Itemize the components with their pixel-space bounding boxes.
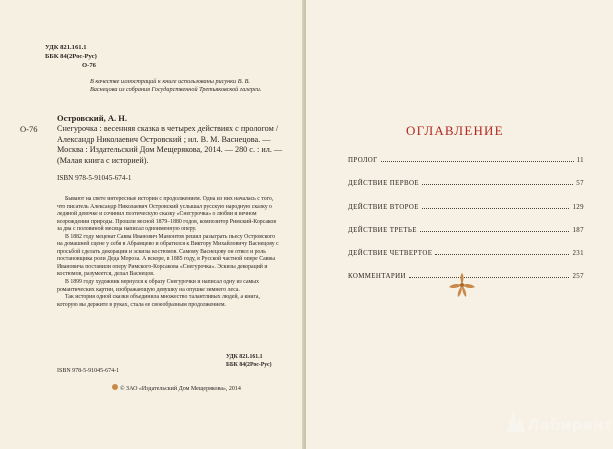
- isbn-bottom: ISBN 978-5-91045-674-1: [57, 368, 120, 374]
- annotation-paragraph: В 1899 году художник вернулся к образу Снегурочки и написал одну из самых романтических картин, изображающую девушку на опушке зимнего леса.: [57, 279, 259, 293]
- toc-item-label: КОММЕНТАРИИ: [348, 273, 406, 281]
- toc-item-page: 187: [572, 226, 584, 234]
- side-code: О-76: [20, 124, 38, 134]
- bbk-code: ББК 84(2Рос-Рус): [45, 53, 97, 60]
- bibliographic-record: Снегурочка : весенняя сказка в четырех действиях с прологом / Александр Николаевич Островский ; ил. В. М. Васнецова. — Москва : Издательский Дом Мещерякова, 2014. — 280 с. : ил. — (Малая книга с историей).: [57, 124, 283, 165]
- flower-ornament-icon: [447, 272, 477, 298]
- annotation-paragraph: Так история одной сказки объединила множество талантливых людей, а книга, которую вы держите в руках, стала ее своеобразным продолжением.: [57, 294, 260, 308]
- annotation-paragraph: Бывают на свете интересные истории с продолжением. Одна из них началась с того, что писатель Александр Николаевич Островский услышал русскую народную сказку о ледяной девочке и сочинил поэтическую сказку «Снегурочка» о любви и вечном возрождении природы. Прошли весной 1879–1880 годов, композитор Римский-Корсаков за два с половиной месяца написал одноименную оперу.: [57, 196, 277, 233]
- toc-item: [348, 164, 584, 187]
- toc-item-label: ДЕЙСТВИЕ ПЕРВОЕ: [348, 180, 419, 188]
- toc-leader-dots: [422, 208, 570, 209]
- toc-item-page: 231: [572, 249, 584, 257]
- small-ornament-icon: [111, 383, 119, 391]
- toc-leader-dots: [422, 184, 573, 185]
- toc-item-label: ПРОЛОГ: [348, 157, 378, 165]
- watermark-text: Лабиринт: [527, 416, 613, 434]
- toc-item: [348, 211, 584, 234]
- toc-item-page: 129: [572, 203, 584, 211]
- author-code: О-76: [82, 62, 96, 69]
- left-page: [0, 0, 304, 449]
- udk-code: УДК 821.161.1: [45, 44, 87, 51]
- annotation: [57, 196, 282, 309]
- toc-leader-dots: [381, 161, 574, 162]
- copyright: © ЗАО «Издательский Дом Мещерякова», 2014: [120, 386, 241, 392]
- toc-leader-dots: [409, 277, 570, 278]
- toc-item-page: 57: [576, 180, 584, 188]
- author-name: Островский, А. Н.: [57, 113, 127, 123]
- toc-leader-dots: [420, 231, 570, 232]
- toc-item: [348, 234, 584, 257]
- toc-item-label: ДЕЙСТВИЕ ЧЕТВЕРТОЕ: [348, 249, 433, 257]
- toc-item-page: 11: [576, 157, 584, 165]
- toc-item: [348, 187, 584, 210]
- illustration-note: В качестве иллюстраций к книге использованы рисунки В. В. Васнецова из собрания Государственной Третьяковской галереи.: [90, 78, 262, 94]
- toc-title: ОГЛАВЛЕНИЕ: [406, 123, 504, 138]
- toc-item-page: 257: [572, 273, 584, 281]
- isbn-top: ISBN 978-5-91045-674-1: [57, 174, 132, 182]
- table-of-contents: [348, 141, 584, 280]
- toc-item: [348, 141, 584, 164]
- bbk-bottom: ББК 84(2Рос-Рус): [226, 362, 272, 368]
- udk-bottom: УДК 821.161.1: [226, 354, 263, 360]
- toc-item-label: ДЕЙСТВИЕ ТРЕТЬЕ: [348, 226, 417, 234]
- annotation-paragraph: В 1882 году меценат Савва Иванович Мамонтов решил разыграть пьесу Островского на домашней сцене у себя в Абрамцево и обратился к Виктору Михайловичу Васнецову с просьбой сделать декорации и эскизы костюмов. Самому Васнецову он отвел и роль постановщика роли Деда Мороза. А вскоре, в 1885 году, в Русской частной опере Саввы Ивановича поставили оперу Римского-Корсакова «Снегурочка». Эскизы декораций и костюмов, разумеется, делал Васнецов.: [57, 233, 279, 278]
- toc-item-label: ДЕЙСТВИЕ ВТОРОЕ: [348, 203, 419, 211]
- toc-leader-dots: [435, 254, 569, 255]
